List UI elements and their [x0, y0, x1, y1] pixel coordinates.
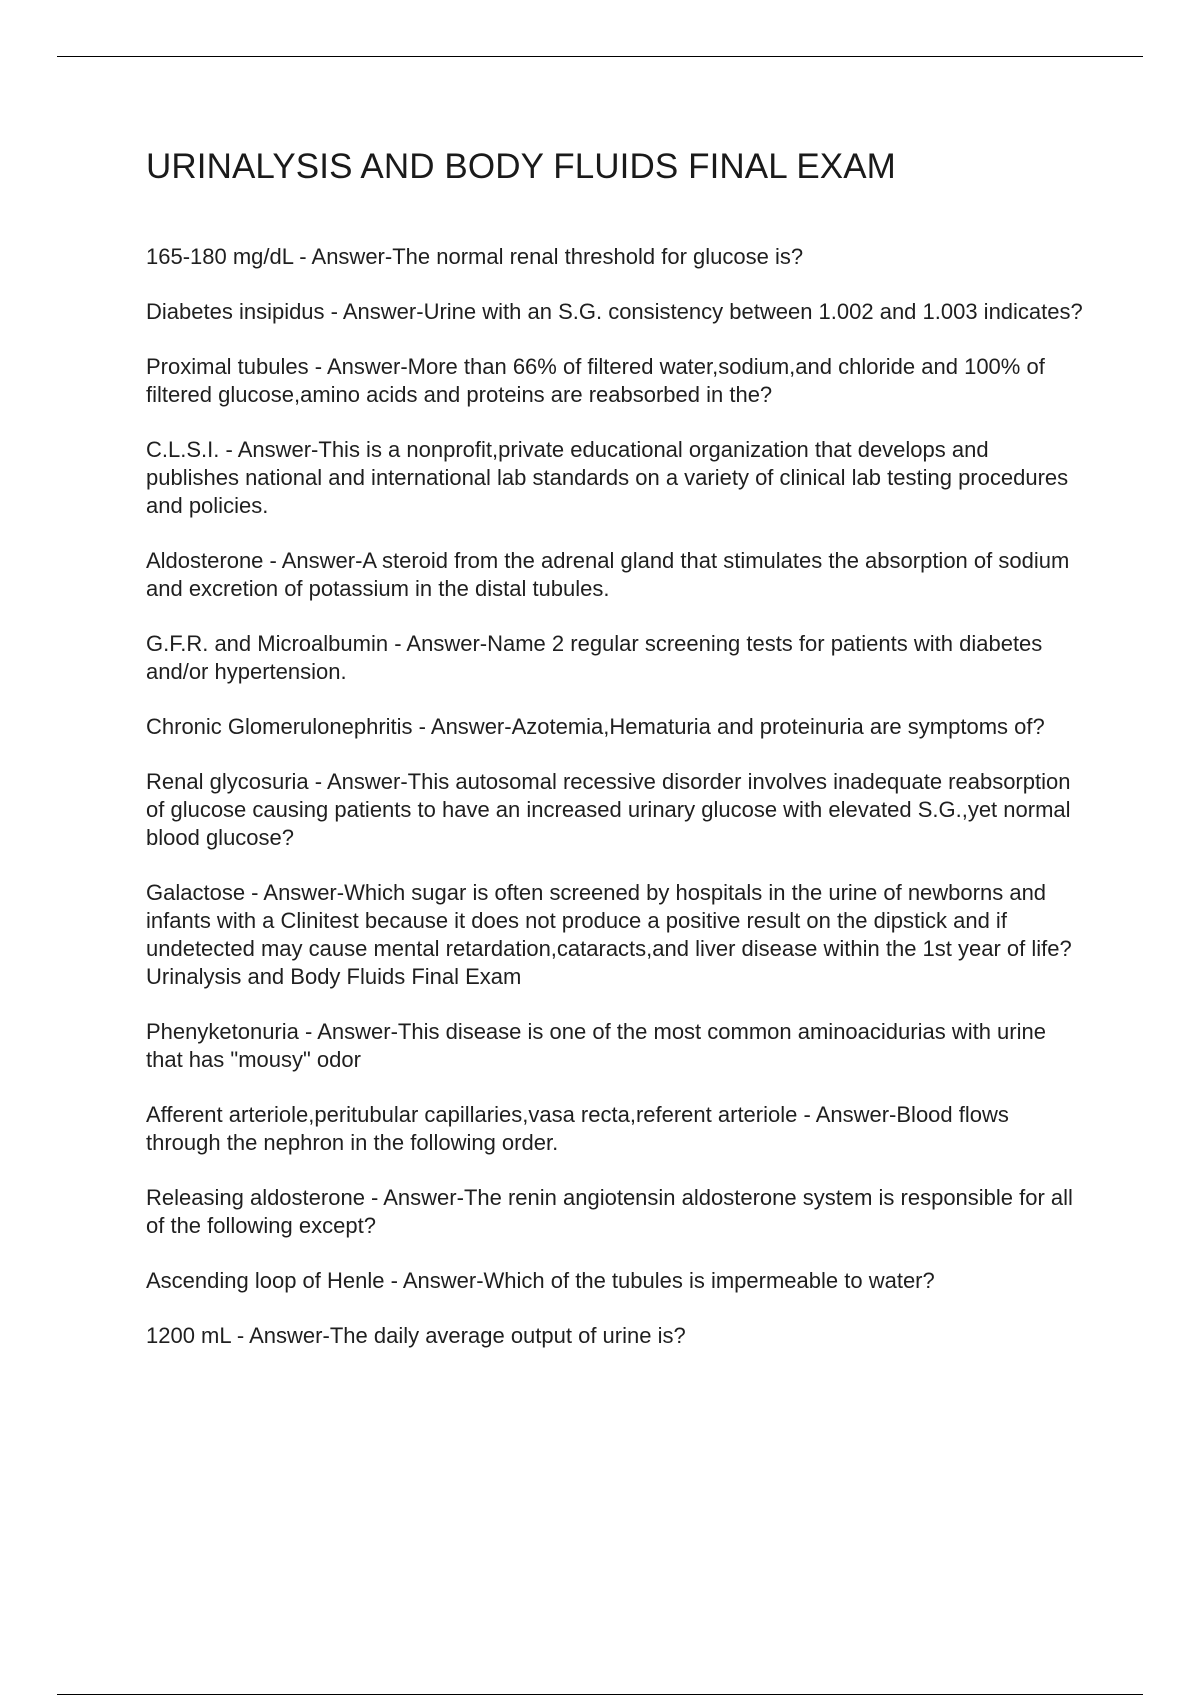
qa-item: C.L.S.I. - Answer-This is a nonprofit,private educational organization that develops and publishes national and international lab standards on a variety of clinical lab testing procedures and policies.	[146, 437, 1069, 518]
bottom-rule	[57, 1694, 1143, 1695]
qa-item: Diabetes insipidus - Answer-Urine with an S.G. consistency between 1.002 and 1.003 indicates?	[146, 299, 1083, 324]
qa-item: Ascending loop of Henle - Answer-Which of the tubules is impermeable to water?	[146, 1268, 935, 1293]
qa-item: Galactose - Answer-Which sugar is often screened by hospitals in the urine of newborns and infants with a Clinitest because it does not produce a positive result on the dipstick and if undetected may cause mental retardation,cataracts,and liver disease within the 1st year of life?Urinalysis and Body Fluids Final Exam	[146, 880, 1072, 989]
qa-item: 165-180 mg/dL - Answer-The normal renal threshold for glucose is?	[146, 244, 804, 269]
top-rule	[57, 56, 1143, 57]
qa-list	[146, 243, 1086, 1350]
page-title: URINALYSIS AND BODY FLUIDS FINAL EXAM	[146, 147, 896, 186]
qa-item: Chronic Glomerulonephritis - Answer-Azotemia,Hematuria and proteinuria are symptoms of?	[146, 714, 1045, 739]
qa-item: Afferent arteriole,peritubular capillaries,vasa recta,referent arteriole - Answer-Blood flows through the nephron in the following order.	[146, 1102, 1009, 1155]
qa-item: Releasing aldosterone - Answer-The renin angiotensin aldosterone system is responsible for all of the following except?	[146, 1185, 1073, 1238]
qa-item: Renal glycosuria - Answer-This autosomal recessive disorder involves inadequate reabsorption of glucose causing patients to have an increased urinary glucose with elevated S.G.,yet normal blood glucose?	[146, 769, 1071, 850]
qa-item: Aldosterone - Answer-A steroid from the adrenal gland that stimulates the absorption of sodium and excretion of potassium in the distal tubules.	[146, 548, 1070, 601]
qa-item: Proximal tubules - Answer-More than 66% of filtered water,sodium,and chloride and 100% of filtered glucose,amino acids and proteins are reabsorbed in the?	[146, 354, 1045, 407]
qa-item: Phenyketonuria - Answer-This disease is one of the most common aminoacidurias with urine that has "mousy" odor	[146, 1019, 1046, 1072]
qa-item: G.F.R. and Microalbumin - Answer-Name 2 regular screening tests for patients with diabetes and/or hypertension.	[146, 631, 1043, 684]
qa-item: 1200 mL - Answer-The daily average output of urine is?	[146, 1323, 686, 1348]
